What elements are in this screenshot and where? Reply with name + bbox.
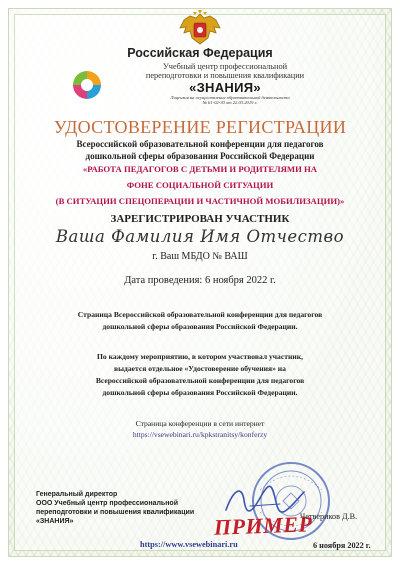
- conference-link-label: Страница конференции в сети интернет: [135, 419, 265, 428]
- issue-date: 6 ноября 2022 г.: [313, 541, 371, 550]
- note-line-4: дошкольной сферы образования Российской Федерации.: [102, 388, 298, 397]
- conference-line-1: Всероссийской образовательной конференции для педагогов: [76, 139, 324, 149]
- conference-page-line-1: Страница Всероссийской образовательной конференции для педагогов: [77, 310, 323, 319]
- signer-name: Четвериков Д.В.: [300, 512, 358, 521]
- participant-name: Ваша Фамилия Имя Отчество: [55, 227, 345, 246]
- conference-link[interactable]: https://vsewebinari.ru/kpkstranitsy/konferzy: [132, 430, 268, 439]
- russian-coat-of-arms-icon: [176, 10, 224, 48]
- license-line-1: Лицензия на осуществление образовательной деятельности: [170, 95, 290, 100]
- license-line-2: № 61-02-30 от 22.03.2019 г.: [202, 100, 258, 105]
- note-line-3: Всероссийской образовательной конференции для педагогов: [95, 376, 305, 385]
- director-title-line-1: Генеральный директор: [36, 491, 118, 498]
- theme-line-2: ФОНЕ СОЦИАЛЬНОЙ СИТУАЦИИ: [126, 180, 274, 190]
- director-title-line-2: ООО Учебный центр профессиональной: [36, 500, 179, 507]
- conference-page-line-2: дошкольной сферы образования Российской Федерации.: [102, 322, 298, 331]
- note-line-2: выдается отдельное «Удостоверение обучения» на: [114, 364, 286, 373]
- country-name: Российская Федерация: [127, 46, 273, 60]
- theme-line-1: «РАБОТА ПЕДАГОГОВ С ДЕТЬМИ И РОДИТЕЛЯМИ НА: [82, 164, 318, 174]
- znaniya-swirl-logo-icon: [70, 68, 104, 102]
- organization-name: «ЗНАНИЯ»: [189, 80, 261, 95]
- website-link[interactable]: https://www.vsewebinari.ru: [140, 540, 238, 549]
- sample-watermark: ПРИМЕР: [213, 511, 313, 540]
- participant-institution: г. Ваш МБДО № ВАШ: [152, 251, 248, 262]
- training-center-line-1: Учебный центр профессиональной: [162, 62, 288, 71]
- conference-line-2: дошкольной сферы образования Российской Федерации: [85, 151, 315, 161]
- training-center-line-2: переподготовки и повышения квалификации: [145, 71, 305, 80]
- theme-line-3: (В СИТУАЦИИ СПЕЦОПЕРАЦИИ И ЧАСТИЧНОЙ МОБИЛИЗАЦИИ)»: [55, 196, 345, 206]
- certificate-title: УДОСТОВЕРЕНИЕ РЕГИСТРАЦИИ: [53, 117, 347, 137]
- director-title-line-4: «ЗНАНИЯ»: [36, 518, 74, 525]
- director-title-line-3: переподготовки и повышения квалификации: [36, 509, 195, 516]
- registered-heading: ЗАРЕГИСТРИРОВАН УЧАСТНИК: [110, 213, 290, 225]
- note-line-1: По каждому мероприятию, в котором участвовал участник,: [97, 352, 303, 361]
- event-date: Дата проведения: 6 ноября 2022 г.: [124, 275, 276, 286]
